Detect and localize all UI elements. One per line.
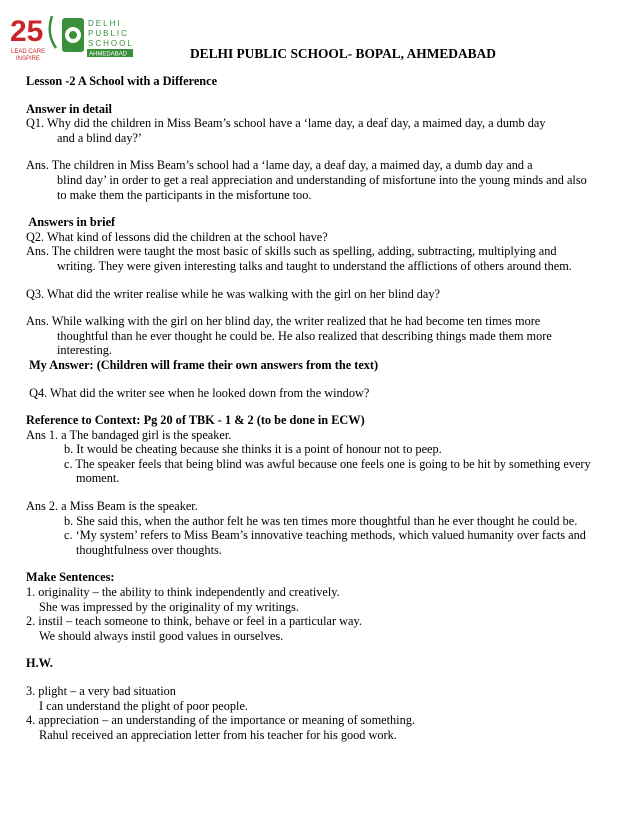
- sentence-3-word: 3. plight – a very bad situation: [26, 684, 176, 698]
- sentence-1-word: 1. originality – the ability to think independently and creatively.: [26, 585, 340, 600]
- context-ans1-b: b. It would be cheating because she thinks it is a point of honour not to peep.: [64, 442, 442, 457]
- school-title: DELHI PUBLIC SCHOOL- BOPAL, AHMEDABAD: [190, 46, 496, 61]
- context-ans1-a: Ans 1. a The bandaged girl is the speaker.: [26, 427, 232, 442]
- spacer: [26, 557, 626, 570]
- heading-make-sentences: Make Sentences:: [26, 570, 115, 585]
- context-ans2-a: Ans 2. a Miss Beam is the speaker.: [26, 499, 198, 514]
- heading-answers-in-brief: Answers in brief: [26, 215, 116, 230]
- q2: Q2. What kind of lessons did the children at the school have?: [26, 229, 328, 244]
- logo-tagline-2: INSPIRE: [16, 56, 41, 62]
- sentence-4-example: Rahul received an appreciation letter from his teacher for his good work.: [39, 727, 397, 742]
- my-answer-note: My Answer: (Children will frame their own answers from the text): [26, 357, 379, 372]
- logo-swoosh: [50, 16, 56, 48]
- logo-city: AHMEDABAD: [89, 51, 128, 58]
- context-ans1-c-line-1: c. The speaker feels that being blind was awful because one feels one is going to be hit by something every: [64, 456, 591, 471]
- spacer: [26, 486, 626, 499]
- logo-line-public: PUBLIC: [88, 29, 129, 38]
- spacer: [26, 145, 626, 158]
- sentence-1-example: She was impressed by the originality of my writings.: [39, 599, 299, 614]
- spacer: [26, 400, 626, 413]
- a3-line-2: thoughtful than he ever thought he could be. He also realized that describing things made them more: [57, 328, 552, 343]
- spacer: [26, 202, 626, 215]
- sentence-3-example: I can understand the plight of poor people.: [39, 698, 248, 713]
- spacer: [26, 671, 626, 684]
- school-logo: [8, 8, 168, 68]
- logo-line-school: SCHOOL: [88, 39, 134, 48]
- lesson-title: Lesson -2 A School with a Difference: [26, 74, 218, 88]
- sentence-2-word: 2. instil – teach someone to think, behave or feel in a particular way.: [26, 614, 362, 629]
- a2-line-2: writing. They were given interesting talks and taught to understand the afflictions of others around them.: [57, 258, 572, 273]
- a3-line-1: Ans. While walking with the girl on her blind day, the writer realized that he had become ten times more: [26, 314, 541, 329]
- heading-answer-in-detail: Answer in detail: [26, 101, 112, 116]
- logo-number: 25: [10, 15, 44, 48]
- spacer: [26, 373, 626, 386]
- a2-line-1: Ans. The children were taught the most basic of skills such as spelling, adding, subtracting, multiplying and: [26, 244, 557, 259]
- a1-line-2: blind day’ in order to get a real appreciation and understanding of misfortune into the young minds and also: [57, 172, 587, 187]
- context-ans2-b: b. She said this, when the author felt he was ten times more thoughtful than he ever thought he could be.: [64, 513, 578, 528]
- heading-homework: H.W.: [26, 656, 53, 671]
- a1-line-1: Ans. The children in Miss Beam’s school had a ‘lame day, a deaf day, a maimed day, a dumb day and a: [26, 158, 533, 173]
- logo-line-delhi: DELHI: [88, 19, 122, 28]
- heading-reference-to-context: Reference to Context: Pg 20 of TBK - 1 & 2 (to be done in ECW): [26, 413, 365, 428]
- spacer: [26, 301, 626, 314]
- sentence-4-word: 4. appreciation – an understanding of the importance or meaning of something.: [26, 713, 415, 728]
- context-ans1-c-line-2: moment.: [76, 471, 120, 486]
- spacer: [26, 643, 626, 656]
- sentence-2-example: We should always instil good values in ourselves.: [39, 628, 284, 643]
- spacer: [26, 89, 626, 102]
- q1-line-2: and a blind day?’: [57, 130, 143, 145]
- context-ans2-c-line-2: thoughtfulness over thoughts.: [76, 542, 222, 557]
- spacer: [26, 274, 626, 287]
- logo-tagline-1: LEAD CARE: [11, 49, 46, 55]
- a1-line-3: to make them the participants in the misfortune too.: [57, 187, 312, 202]
- q1-line-1: Q1. Why did the children in Miss Beam’s school have a ‘lame day, a deaf day, a maimed day, a dumb day: [26, 116, 546, 131]
- context-ans2-c-line-1: c. ‘My system’ refers to Miss Beam’s innovative teaching methods, which valued humanity over facts and: [64, 528, 586, 543]
- q3: Q3. What did the writer realise while he was walking with the girl on her blind day?: [26, 286, 440, 301]
- a3-line-3: interesting.: [57, 343, 112, 358]
- logo-emblem-center: [69, 31, 77, 39]
- document-body: [26, 74, 626, 742]
- q4: Q4. What did the writer see when he looked down from the window?: [26, 385, 370, 400]
